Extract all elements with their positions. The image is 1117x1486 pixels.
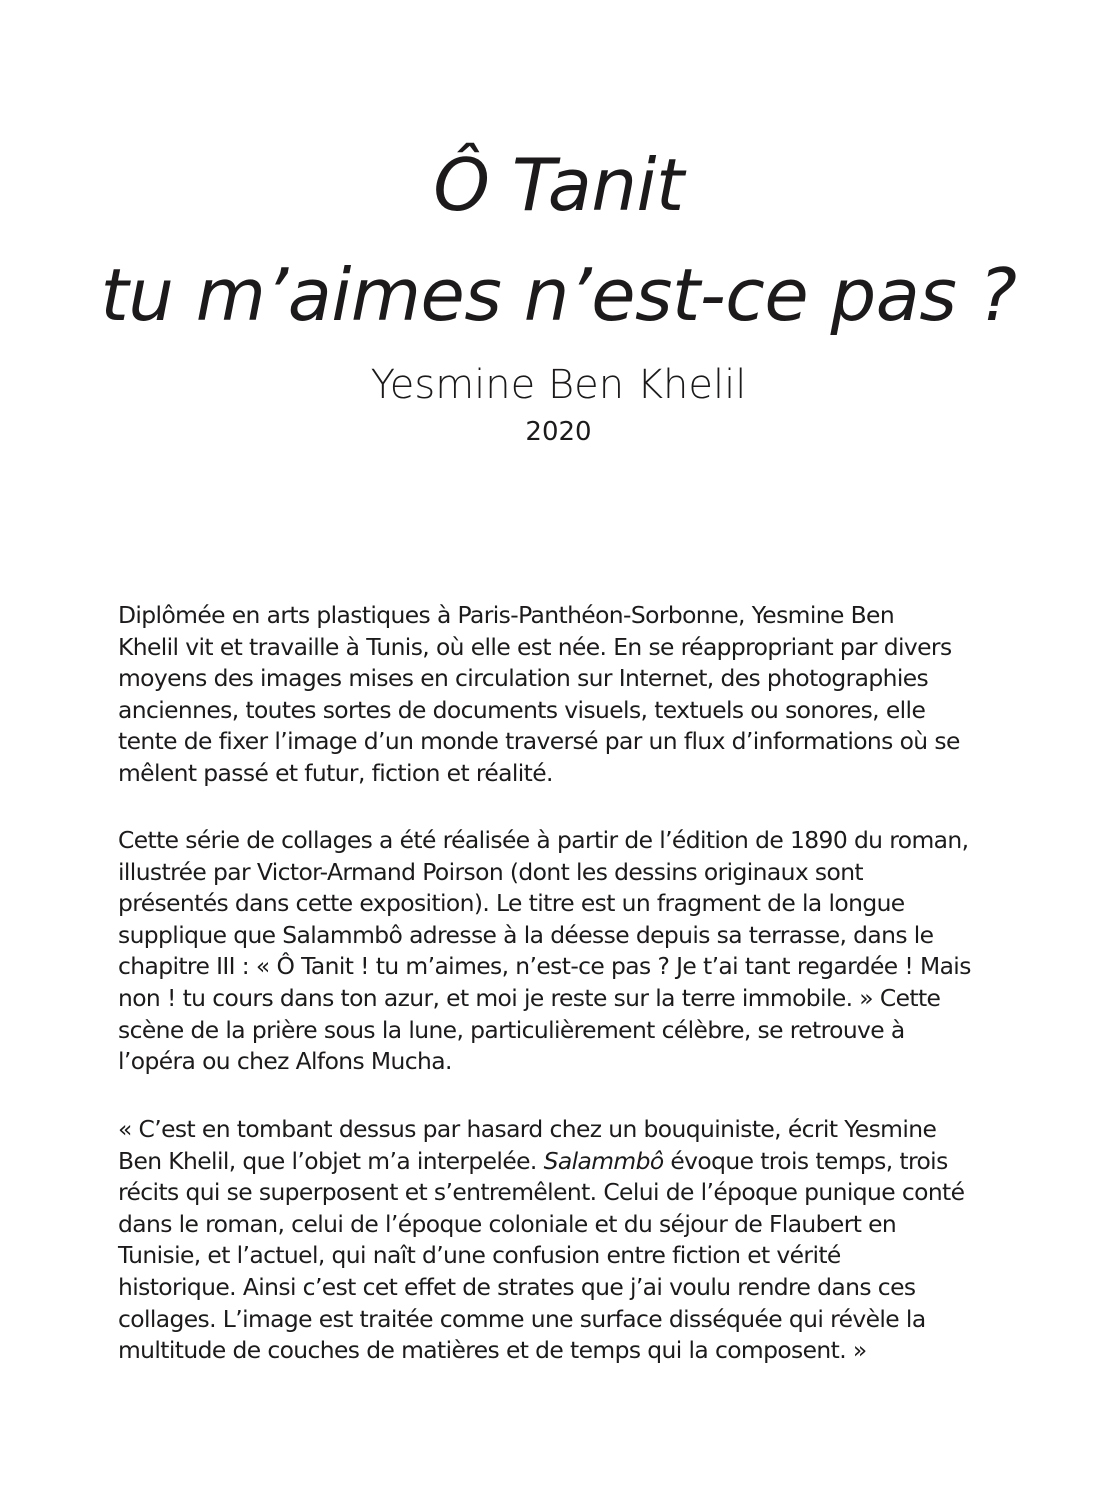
text-line: supplique que Salammbô adresse à la déesse depuis sa terrasse, dans le bbox=[118, 920, 934, 949]
text-line: Khelil vit et travaille à Tunis, où elle est née. En se réappropriant par divers bbox=[118, 632, 952, 661]
text-line: dans le roman, celui de l’époque coloniale et du séjour de Flaubert en bbox=[118, 1209, 897, 1238]
title-line-2: tu m’aimes n’est-ce pas ? bbox=[100, 253, 1017, 337]
author-name: Yesmine Ben Khelil bbox=[370, 362, 747, 408]
text-line: Tunisie, et l’actuel, qui naît d’une confusion entre fiction et vérité bbox=[118, 1241, 841, 1270]
text-line: collages. L’image est traitée comme une surface disséquée qui révèle la bbox=[118, 1304, 926, 1333]
text-line: chapitre III : « Ô Tanit ! tu m’aimes, n’est-ce pas ? Je t’ai tant regardée ! Mais bbox=[118, 952, 971, 981]
year: 2020 bbox=[525, 417, 592, 447]
text-line: récits qui se superposent et s’entremêlent. Celui de l’époque punique conté bbox=[118, 1178, 965, 1207]
text-line: scène de la prière sous la lune, particulièrement célèbre, se retrouve à bbox=[118, 1015, 905, 1044]
paragraph-artist-quote bbox=[118, 1114, 1018, 1367]
text-segment: évoque trois temps, trois bbox=[663, 1146, 948, 1175]
text-line: illustrée par Victor-Armand Poirson (dont les dessins originaux sont bbox=[118, 857, 864, 886]
text-line: non ! tu cours dans ton azur, et moi je reste sur la terre immobile. » Cette bbox=[118, 983, 941, 1012]
paragraph-biography bbox=[118, 600, 1018, 790]
text-line: « C’est en tombant dessus par hasard chez un bouquiniste, écrit Yesmine bbox=[118, 1115, 937, 1143]
text-line: présentés dans cette exposition). Le titre est un fragment de la longue bbox=[118, 889, 905, 918]
paragraph-series-description bbox=[118, 825, 1018, 1078]
text-line: l’opéra ou chez Alfons Mucha. bbox=[118, 1047, 452, 1076]
text-line: tente de fixer l’image d’un monde traversé par un flux d’informations où se bbox=[118, 727, 960, 756]
text-segment: Ben Khelil, que l’objet m’a interpelée. bbox=[118, 1146, 544, 1175]
text-line: historique. Ainsi c’est cet effet de strates que j’ai voulu rendre dans ces bbox=[118, 1272, 916, 1301]
text-line: multitude de couches de matières et de temps qui la composent. » bbox=[118, 1336, 867, 1365]
book-title: Salammbô bbox=[543, 1146, 664, 1175]
text-line: Diplômée en arts plastiques à Paris-Panthéon-Sorbonne, Yesmine Ben bbox=[118, 601, 895, 629]
text-line bbox=[118, 1146, 1018, 1178]
text-line: moyens des images mises en circulation sur Internet, des photographies bbox=[118, 664, 929, 693]
text-line: mêlent passé et futur, fiction et réalité. bbox=[118, 758, 553, 787]
text-line: Cette série de collages a été réalisée à partir de l’édition de 1890 du roman, bbox=[118, 826, 969, 854]
title-line-1: Ô Tanit bbox=[433, 143, 684, 227]
text-line: anciennes, toutes sortes de documents visuels, textuels ou sonores, elle bbox=[118, 695, 926, 724]
